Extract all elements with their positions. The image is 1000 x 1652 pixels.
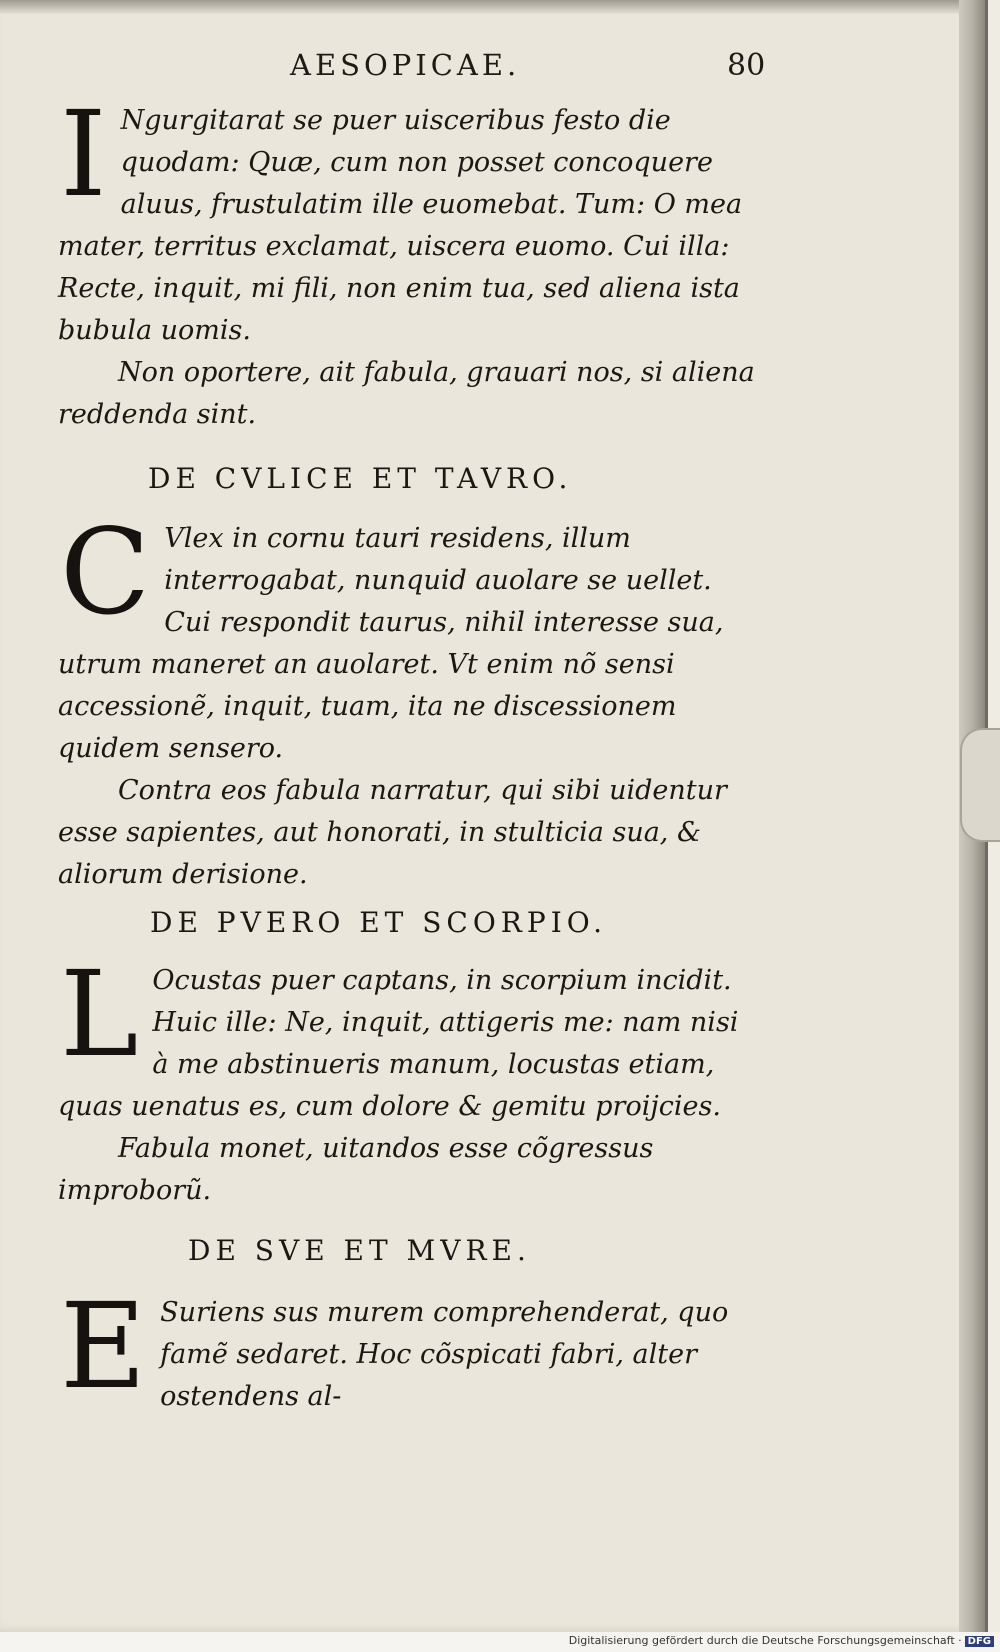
drop-cap: C xyxy=(60,503,151,641)
page-top-shadow xyxy=(0,0,985,14)
footer-text: Digitalisierung gefördert durch die Deutsche Forschungsgemeinschaft · xyxy=(568,1634,962,1647)
fable-body xyxy=(58,945,763,1128)
fable-2 xyxy=(58,462,763,896)
fable-title: DE PVERO ET SCORPIO. xyxy=(150,906,607,939)
page-text xyxy=(58,85,763,1418)
drop-cap: E xyxy=(60,1277,147,1415)
running-head: AESOPICAE. xyxy=(290,48,521,82)
page-number: 80 xyxy=(727,48,766,83)
fable-moral: Fabula monet, uitandos esse cõgressus improborũ. xyxy=(58,1133,654,1206)
fable-text: Ngurgitarat se puer uisceribus festo die quodam: Quæ, cum non posset concoquere aluus, frustulatim ille euomebat. Tum: O mea mater, territus exclamat, uiscera euomo. Cui illa: Recte, inquit, mi fili, non enim tua, sed aliena ista bubula uomis. xyxy=(58,105,743,346)
drop-cap: I xyxy=(60,85,107,223)
page-tab xyxy=(960,728,1000,842)
dfg-logo: DFG xyxy=(965,1636,994,1647)
drop-cap: L xyxy=(60,945,139,1083)
fable-1 xyxy=(58,85,763,436)
fable-4 xyxy=(58,1234,763,1418)
fable-body xyxy=(58,1277,763,1418)
fable-body xyxy=(58,503,763,770)
fable-text: Suriens sus murem comprehenderat, quo famẽ sedaret. Hoc cõspicati fabri, alter ostendens al- xyxy=(160,1297,729,1412)
fable-moral: Contra eos fabula narratur, qui sibi uidentur esse sapientes, aut honorati, in stulticia sua, & aliorum derisione. xyxy=(58,775,727,890)
fable-body xyxy=(58,85,763,352)
fable-title: DE CVLICE ET TAVRO. xyxy=(148,462,573,495)
footer-credit xyxy=(569,1634,994,1647)
fable-title: DE SVE ET MVRE. xyxy=(188,1234,531,1267)
fable-text: Vlex in cornu tauri residens, illum interrogabat, nunquid auolare se uellet. Cui respondit taurus, nihil interesse sua, utrum maneret an auolaret. Vt enim nõ sensi accessionẽ, inquit, tuam, ita ne discessionem quidem sensero. xyxy=(58,523,724,764)
fable-text: Ocustas puer captans, in scorpium incidit. Huic ille: Ne, inquit, attigeris me: nam nisi à me abstinueris manum, locustas etiam, quas uenatus es, cum dolore & gemitu proijcies. xyxy=(58,965,739,1122)
fable-3 xyxy=(58,906,763,1212)
fable-moral: Non oportere, ait fabula, grauari nos, si aliena reddenda sint. xyxy=(58,357,755,430)
